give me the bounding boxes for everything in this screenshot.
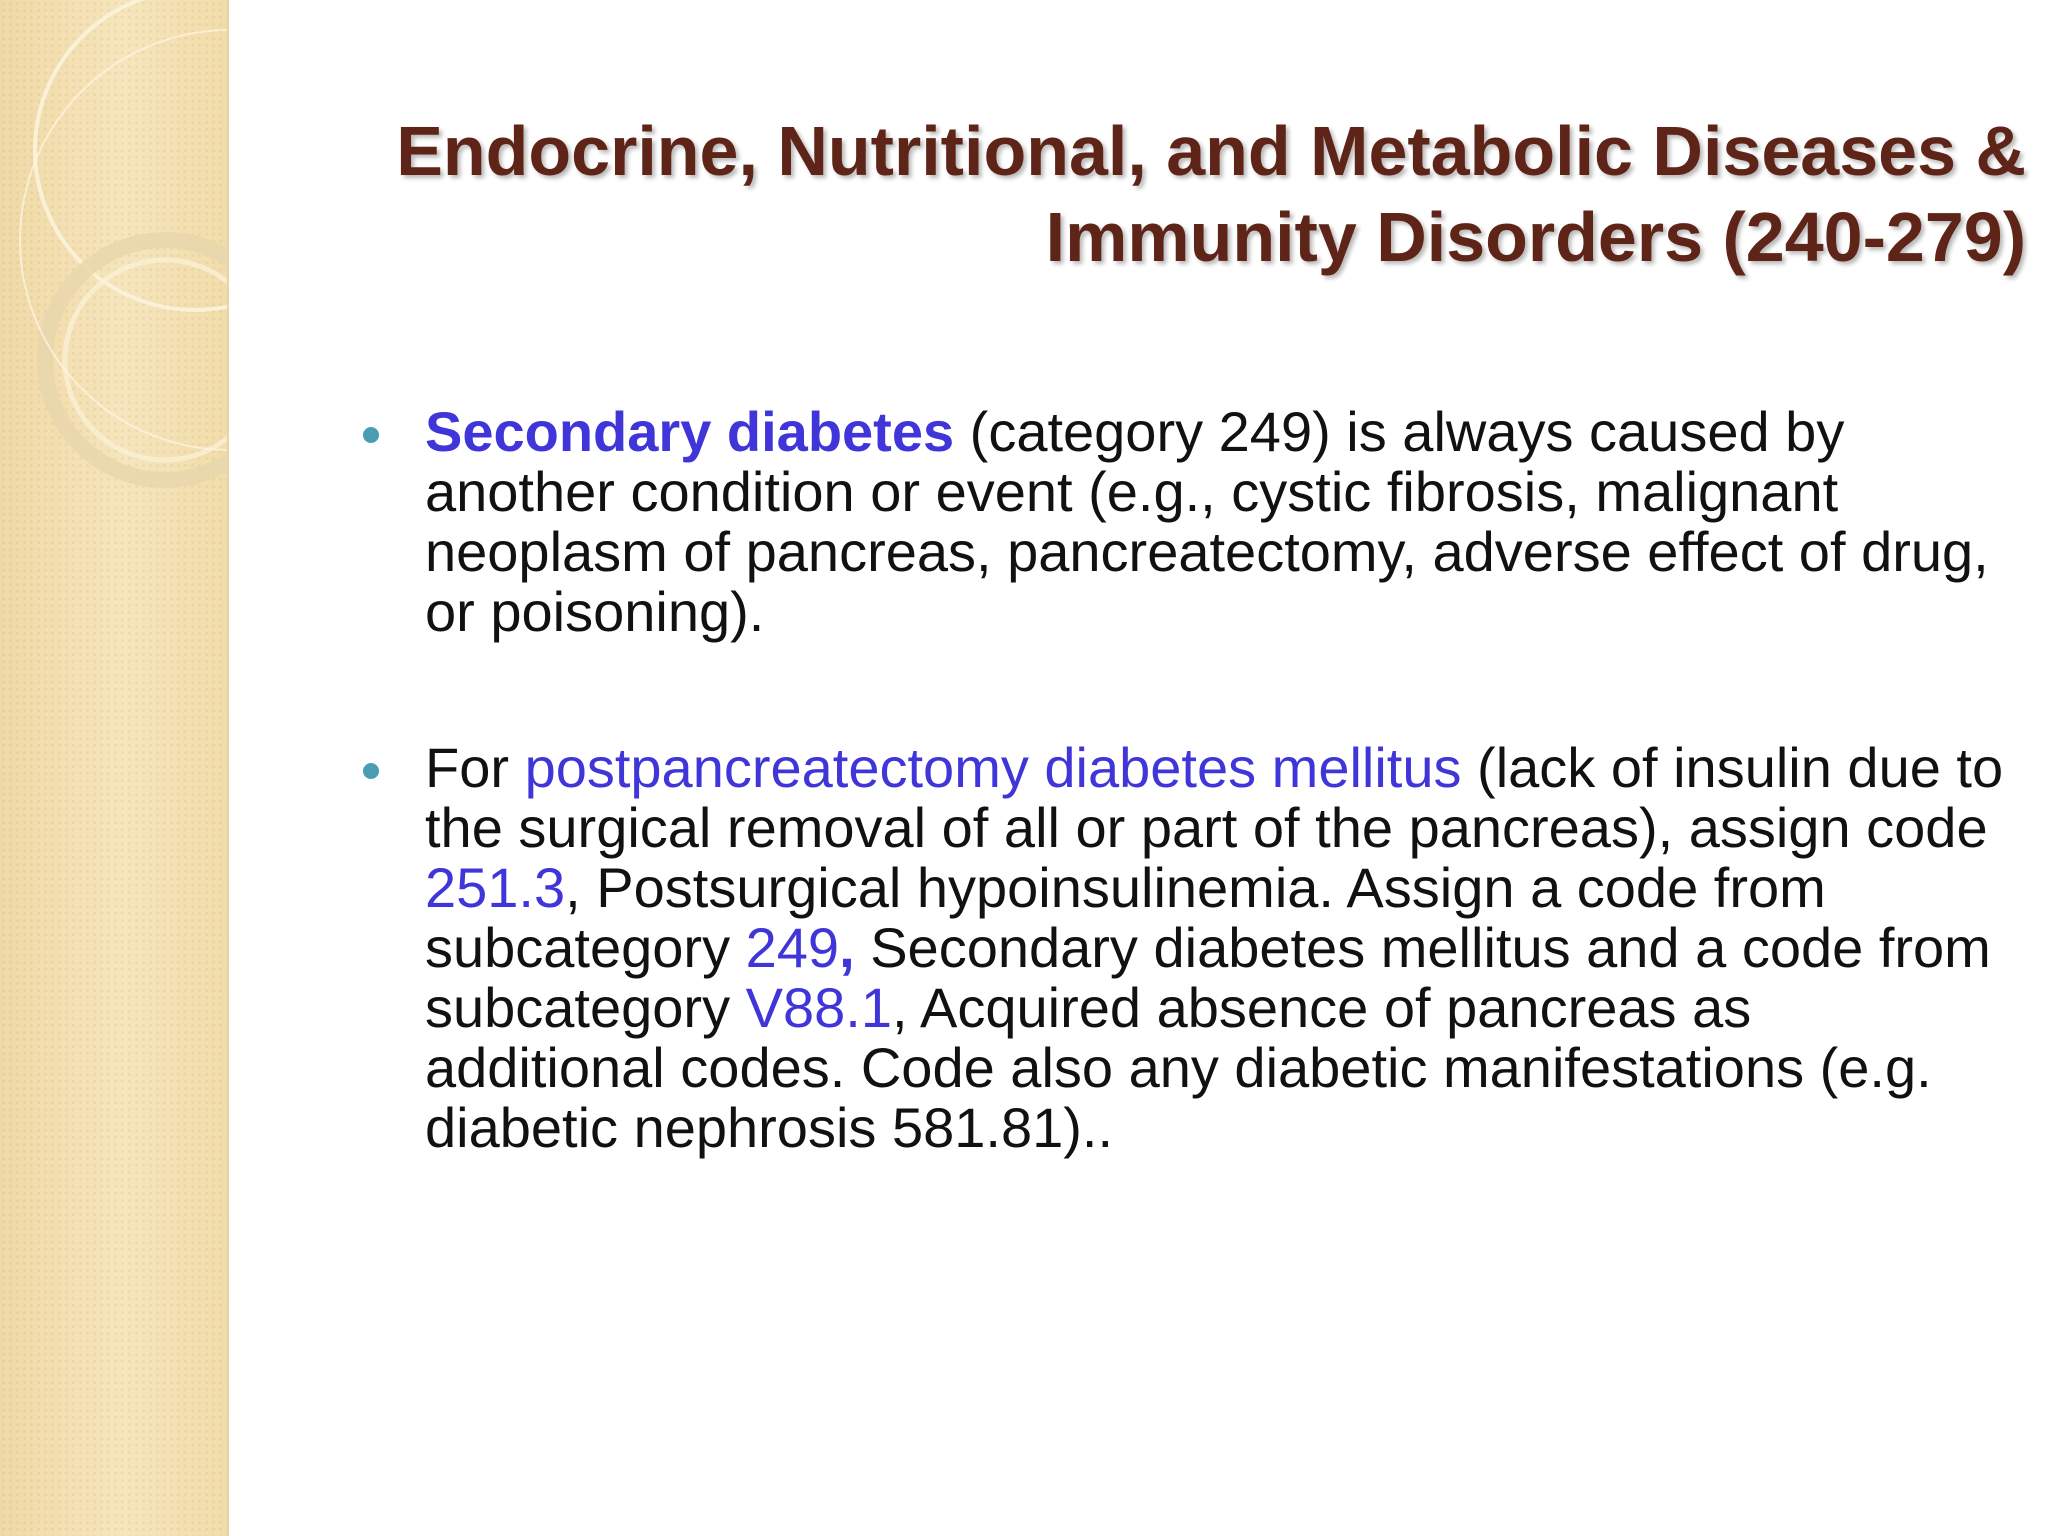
bullet-text: For	[425, 736, 525, 799]
bullet-dot-icon	[363, 763, 379, 779]
postpancreatectomy-term: postpancreatectomy diabetes mellitus	[524, 736, 1462, 799]
decorative-rings	[0, 0, 227, 520]
bullet-text: (lack of insulin due to the surgical removal of all or part of the pancreas), assign code	[425, 736, 2004, 859]
slide-title-line-1: Endocrine, Nutritional, and Metabolic Diseases &	[396, 112, 2026, 190]
secondary-diabetes-term: Secondary diabetes	[425, 400, 955, 463]
code-v88-1: V88.1	[745, 976, 892, 1039]
bullet-dot-icon	[363, 427, 379, 443]
bullet-list	[425, 402, 2005, 1158]
bullet-item-postpancreatectomy	[425, 738, 2005, 1158]
bullet-text: , Postsurgical hypoinsulinemia. Assign a code from subcategory	[425, 856, 1826, 979]
slide-title-line-2: Immunity Disorders (240-279)	[1045, 198, 2026, 276]
slide-title	[326, 108, 2026, 280]
code-249: 249	[745, 916, 840, 979]
bold-comma: ,	[839, 916, 855, 979]
bullet-text: , Acquired absence of pancreas as additional codes. Code also any diabetic manifestations (e.g. diabetic nephrosis 581.81)..	[425, 976, 1932, 1159]
code-251-3: 251.3	[425, 856, 566, 919]
decorative-side-panel	[0, 0, 229, 1536]
bullet-text: Secondary diabetes mellitus and a code from subcategory	[425, 916, 1991, 1039]
bullet-item-secondary-diabetes	[425, 402, 2005, 642]
secondary-diabetes-description: (category 249) is always caused by another condition or event (e.g., cystic fibrosis, malignant neoplasm of pancreas, pancreatectomy, adverse effect of drug, or poisoning).	[425, 400, 1989, 643]
